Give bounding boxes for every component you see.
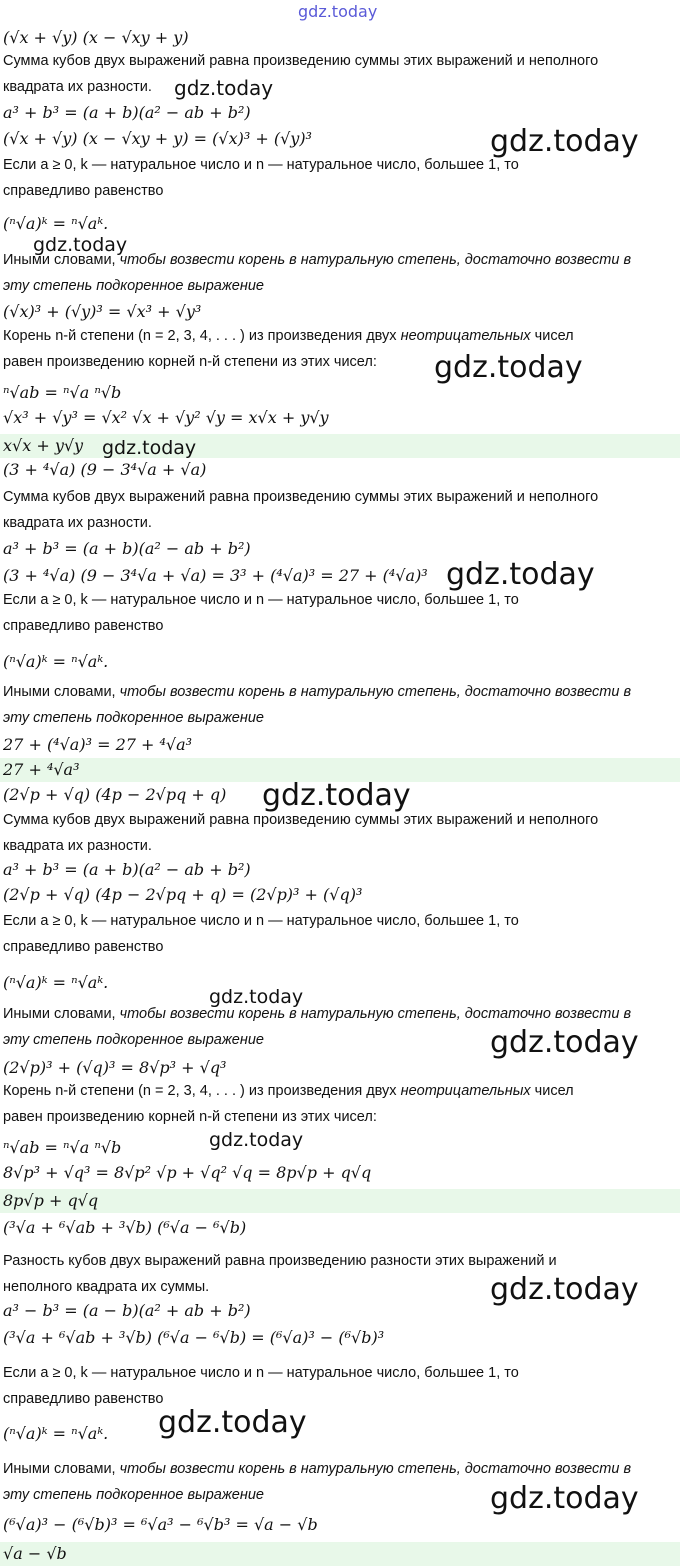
line-text: (3 + ⁴√a) (9 − 3⁴√a + √a) [3, 460, 207, 479]
line-text: справедливо равенство [3, 618, 164, 634]
watermark: gdz.today [446, 557, 595, 592]
math-line [3, 1138, 680, 1157]
text-line [3, 183, 680, 199]
text-line [3, 913, 680, 929]
text-line [3, 1391, 680, 1407]
line-text: a³ + b³ = (a + b)(a² − ab + b²) [3, 103, 251, 122]
line-text: квадрата их разности. [3, 79, 152, 95]
watermark: gdz.today [174, 76, 274, 100]
text-line [3, 1461, 680, 1477]
line-text: (³√a + ⁶√ab + ³√b) (⁶√a − ⁶√b) [3, 1218, 247, 1237]
line-text: √a − √b [3, 1544, 67, 1563]
line-text: (√x + √y) (x − √xy + y) [3, 28, 189, 47]
line-text: 27 + ⁴√a³ [3, 760, 80, 779]
text-line [3, 592, 680, 608]
line-text: Иными словами, [3, 1461, 120, 1477]
math-line [3, 302, 680, 321]
line-text: Если a ≥ 0, k — натуральное число и n — натуральное число, большее 1, то [3, 913, 519, 929]
text-line [3, 278, 680, 294]
math-line [3, 1058, 680, 1077]
math-line [3, 408, 680, 427]
text-line [3, 684, 680, 700]
line-text: (⁶√a)³ − (⁶√b)³ = ⁶√a³ − ⁶√b³ = √a − √b [3, 1515, 318, 1534]
line-tail: чисел [530, 328, 574, 344]
line-emphasis: неотрицательных [400, 1083, 531, 1099]
math-line [3, 214, 680, 233]
math-line [3, 973, 680, 992]
line-text: 8p√p + q√q [3, 1191, 99, 1210]
text-line [3, 1365, 680, 1381]
line-text: a³ − b³ = (a − b)(a² + ab + b²) [3, 1301, 251, 1320]
line-text: (2√p + √q) (4p − 2√pq + q) = (2√p)³ + (√q)³ [3, 885, 363, 904]
line-text: (2√p + √q) (4p − 2√pq + q) [3, 785, 227, 804]
text-line [3, 1006, 680, 1022]
line-text: Иными словами, [3, 252, 120, 268]
line-text: Иными словами, [3, 1006, 120, 1022]
line-text: Иными словами, [3, 684, 120, 700]
math-line [3, 460, 680, 479]
line-text: (3 + ⁴√a) (9 − 3⁴√a + √a) = 3³ + (⁴√a)³ = 27 + (⁴√a)³ [3, 566, 428, 585]
line-text: (ⁿ√a)ᵏ = ⁿ√aᵏ. [3, 1424, 109, 1443]
math-line [3, 103, 680, 122]
text-line [3, 939, 680, 955]
line-text: a³ + b³ = (a + b)(a² − ab + b²) [3, 539, 251, 558]
line-text: x√x + y√y [3, 436, 84, 455]
answer-line [0, 1542, 680, 1566]
line-text: (2√p)³ + (√q)³ = 8√p³ + √q³ [3, 1058, 227, 1077]
line-emphasis: неотрицательных [400, 328, 531, 344]
text-line [3, 489, 680, 505]
watermark: gdz.today [490, 124, 639, 159]
line-text: Разность кубов двух выражений равна произведению разности этих выражений и [3, 1253, 557, 1269]
line-text: равен произведению корней n-й степени из этих чисел: [3, 354, 377, 370]
line-text: Если a ≥ 0, k — натуральное число и n — натуральное число, большее 1, то [3, 157, 519, 173]
line-emphasis: чтобы возвести корень в натуральную степень, достаточно возвести в [119, 1006, 632, 1022]
line-text: 8√p³ + √q³ = 8√p² √p + √q² √q = 8p√p + q√q [3, 1163, 372, 1182]
line-tail: чисел [530, 1083, 574, 1099]
line-emphasis: эту степень подкоренное выражение [3, 1487, 264, 1503]
line-text: справедливо равенство [3, 183, 164, 199]
watermark: gdz.today [33, 234, 128, 256]
line-text: Если a ≥ 0, k — натуральное число и n — натуральное число, большее 1, то [3, 592, 519, 608]
line-text: Корень n-й степени (n = 2, 3, 4, . . . ) из произведения двух [3, 328, 401, 344]
math-line [3, 1515, 680, 1534]
math-line [3, 1424, 680, 1443]
watermark: gdz.today [209, 1129, 304, 1151]
line-text: (ⁿ√a)ᵏ = ⁿ√aᵏ. [3, 652, 109, 671]
math-line [3, 28, 680, 47]
math-line [3, 1218, 680, 1237]
line-text: справедливо равенство [3, 939, 164, 955]
line-text: квадрата их разности. [3, 838, 152, 854]
line-text: Сумма кубов двух выражений равна произведению суммы этих выражений и неполного [3, 53, 599, 69]
math-line [3, 1163, 680, 1182]
math-line [3, 860, 680, 879]
line-text: равен произведению корней n-й степени из этих чисел: [3, 1109, 377, 1125]
math-line [3, 383, 680, 402]
text-line [3, 1253, 680, 1269]
text-line [3, 1109, 680, 1125]
line-emphasis: эту степень подкоренное выражение [3, 1032, 264, 1048]
text-line [3, 79, 680, 95]
text-line [3, 710, 680, 726]
watermark-top: gdz.today [298, 2, 378, 21]
text-line [3, 812, 680, 828]
watermark: gdz.today [102, 437, 197, 459]
answer-line [0, 1189, 680, 1213]
line-text: (√x + √y) (x − √xy + y) = (√x)³ + (√y)³ [3, 129, 312, 148]
watermark: gdz.today [490, 1025, 639, 1060]
math-line [3, 1328, 680, 1347]
line-text: справедливо равенство [3, 1391, 164, 1407]
text-line [3, 1083, 680, 1099]
line-text: ⁿ√ab = ⁿ√a ⁿ√b [3, 1138, 122, 1157]
line-text: ⁿ√ab = ⁿ√a ⁿ√b [3, 383, 122, 402]
line-text: √x³ + √y³ = √x² √x + √y² √y = x√x + y√y [3, 408, 329, 427]
text-line [3, 53, 680, 69]
line-emphasis: эту степень подкоренное выражение [3, 710, 264, 726]
watermark: gdz.today [490, 1272, 639, 1307]
text-line [3, 157, 680, 173]
math-line [3, 735, 680, 754]
line-emphasis: чтобы возвести корень в натуральную степень, достаточно возвести в [119, 252, 632, 268]
line-emphasis: чтобы возвести корень в натуральную степень, достаточно возвести в [119, 684, 632, 700]
line-emphasis: эту степень подкоренное выражение [3, 278, 264, 294]
line-text: (ⁿ√a)ᵏ = ⁿ√aᵏ. [3, 973, 109, 992]
math-line [3, 885, 680, 904]
watermark: gdz.today [262, 778, 411, 813]
watermark: gdz.today [434, 350, 583, 385]
text-line [3, 618, 680, 634]
math-line [3, 652, 680, 671]
line-text: квадрата их разности. [3, 515, 152, 531]
watermark: gdz.today [209, 986, 304, 1008]
line-text: неполного квадрата их суммы. [3, 1279, 210, 1295]
text-line [3, 838, 680, 854]
line-text: a³ + b³ = (a + b)(a² − ab + b²) [3, 860, 251, 879]
line-text: (³√a + ⁶√ab + ³√b) (⁶√a − ⁶√b) = (⁶√a)³ − (⁶√b)³ [3, 1328, 385, 1347]
line-emphasis: чтобы возвести корень в натуральную степень, достаточно возвести в [119, 1461, 632, 1477]
line-text: Сумма кубов двух выражений равна произведению суммы этих выражений и неполного [3, 489, 599, 505]
watermark: gdz.today [158, 1405, 307, 1440]
text-line [3, 328, 680, 344]
math-line [3, 539, 680, 558]
line-text: 27 + (⁴√a)³ = 27 + ⁴√a³ [3, 735, 193, 754]
text-line [3, 515, 680, 531]
line-text: Если a ≥ 0, k — натуральное число и n — натуральное число, большее 1, то [3, 1365, 519, 1381]
line-text: Корень n-й степени (n = 2, 3, 4, . . . ) из произведения двух [3, 1083, 401, 1099]
line-text: (√x)³ + (√y)³ = √x³ + √y³ [3, 302, 202, 321]
line-text: Сумма кубов двух выражений равна произведению суммы этих выражений и неполного [3, 812, 599, 828]
line-text: (ⁿ√a)ᵏ = ⁿ√aᵏ. [3, 214, 109, 233]
watermark: gdz.today [490, 1481, 639, 1516]
